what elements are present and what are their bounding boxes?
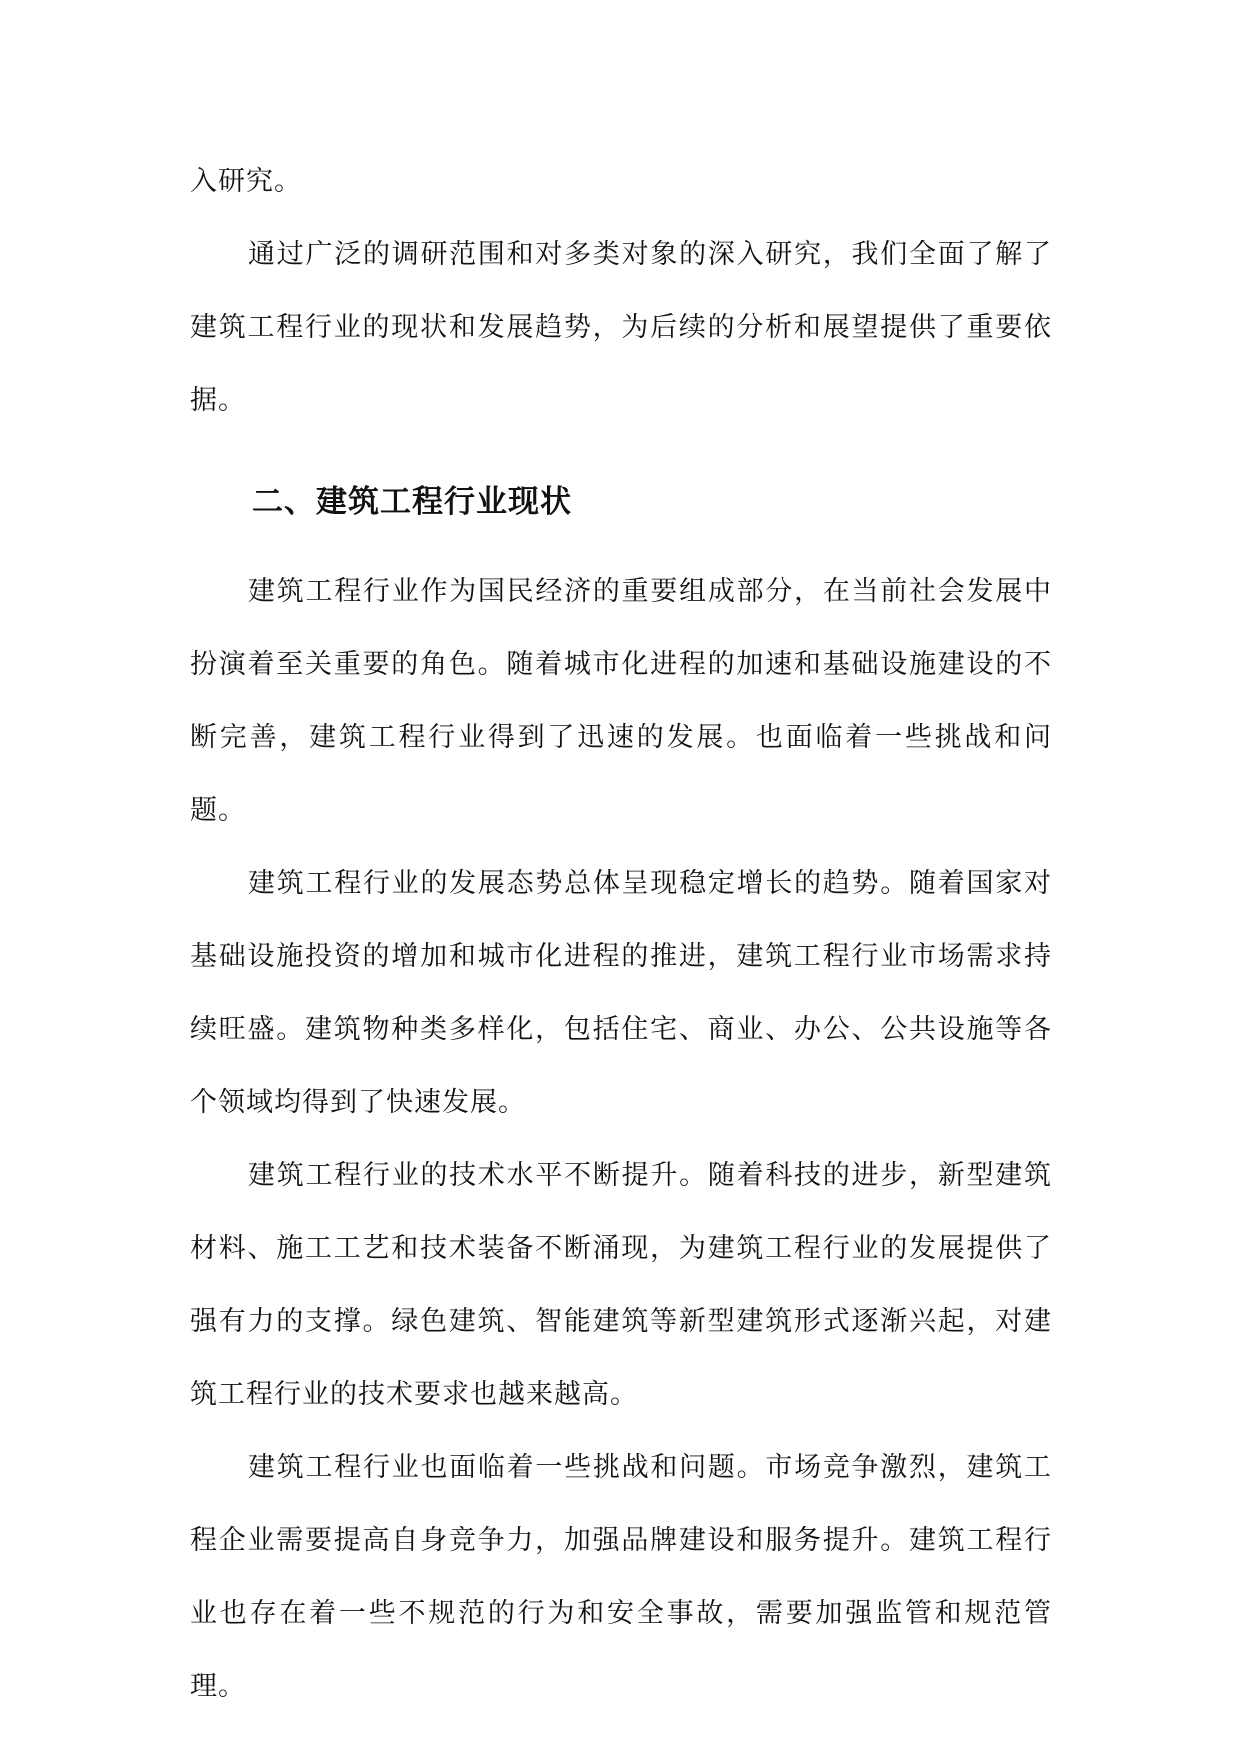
section-heading: 二、建筑工程行业现状 — [252, 484, 572, 520]
spacer — [190, 547, 1052, 555]
paragraph-industry-role: 建筑工程行业作为国民经济的重要组成部分，在当前社会发展中扮演着至关重要的角色。随着城市化进程的加速和基础设施建设的不断完善，建筑工程行业得到了迅速的发展。也面临着一些挑战和问题。 — [190, 576, 1052, 826]
paragraph-challenges: 建筑工程行业也面临着一些挑战和问题。市场竞争激烈，建筑工程企业需要提高自身竞争力，加强品牌建设和服务提升。建筑工程行业也存在着一些不规范的行为和安全事故，需要加强监管和规范管理。 — [190, 1452, 1052, 1702]
paragraph-growth-trend: 建筑工程行业的发展态势总体呈现稳定增长的趋势。随着国家对基础设施投资的增加和城市化进程的推进，建筑工程行业市场需求持续旺盛。建筑物种类多样化，包括住宅、商业、办公、公共设施等各个领域均得到了快速发展。 — [190, 868, 1052, 1118]
paragraph-continuation: 入研究。 — [190, 166, 302, 197]
paragraph-research-summary: 通过广泛的调研范围和对多类对象的深入研究，我们全面了解了建筑工程行业的现状和发展趋势，为后续的分析和展望提供了重要依据。 — [190, 239, 1052, 416]
document-body — [190, 145, 1052, 1723]
paragraph-technology: 建筑工程行业的技术水平不断提升。随着科技的进步，新型建筑材料、施工工艺和技术装备不断涌现，为建筑工程行业的发展提供了强有力的支撑。绿色建筑、智能建筑等新型建筑形式逐渐兴起，对建筑工程行业的技术要求也越来越高。 — [190, 1160, 1052, 1410]
